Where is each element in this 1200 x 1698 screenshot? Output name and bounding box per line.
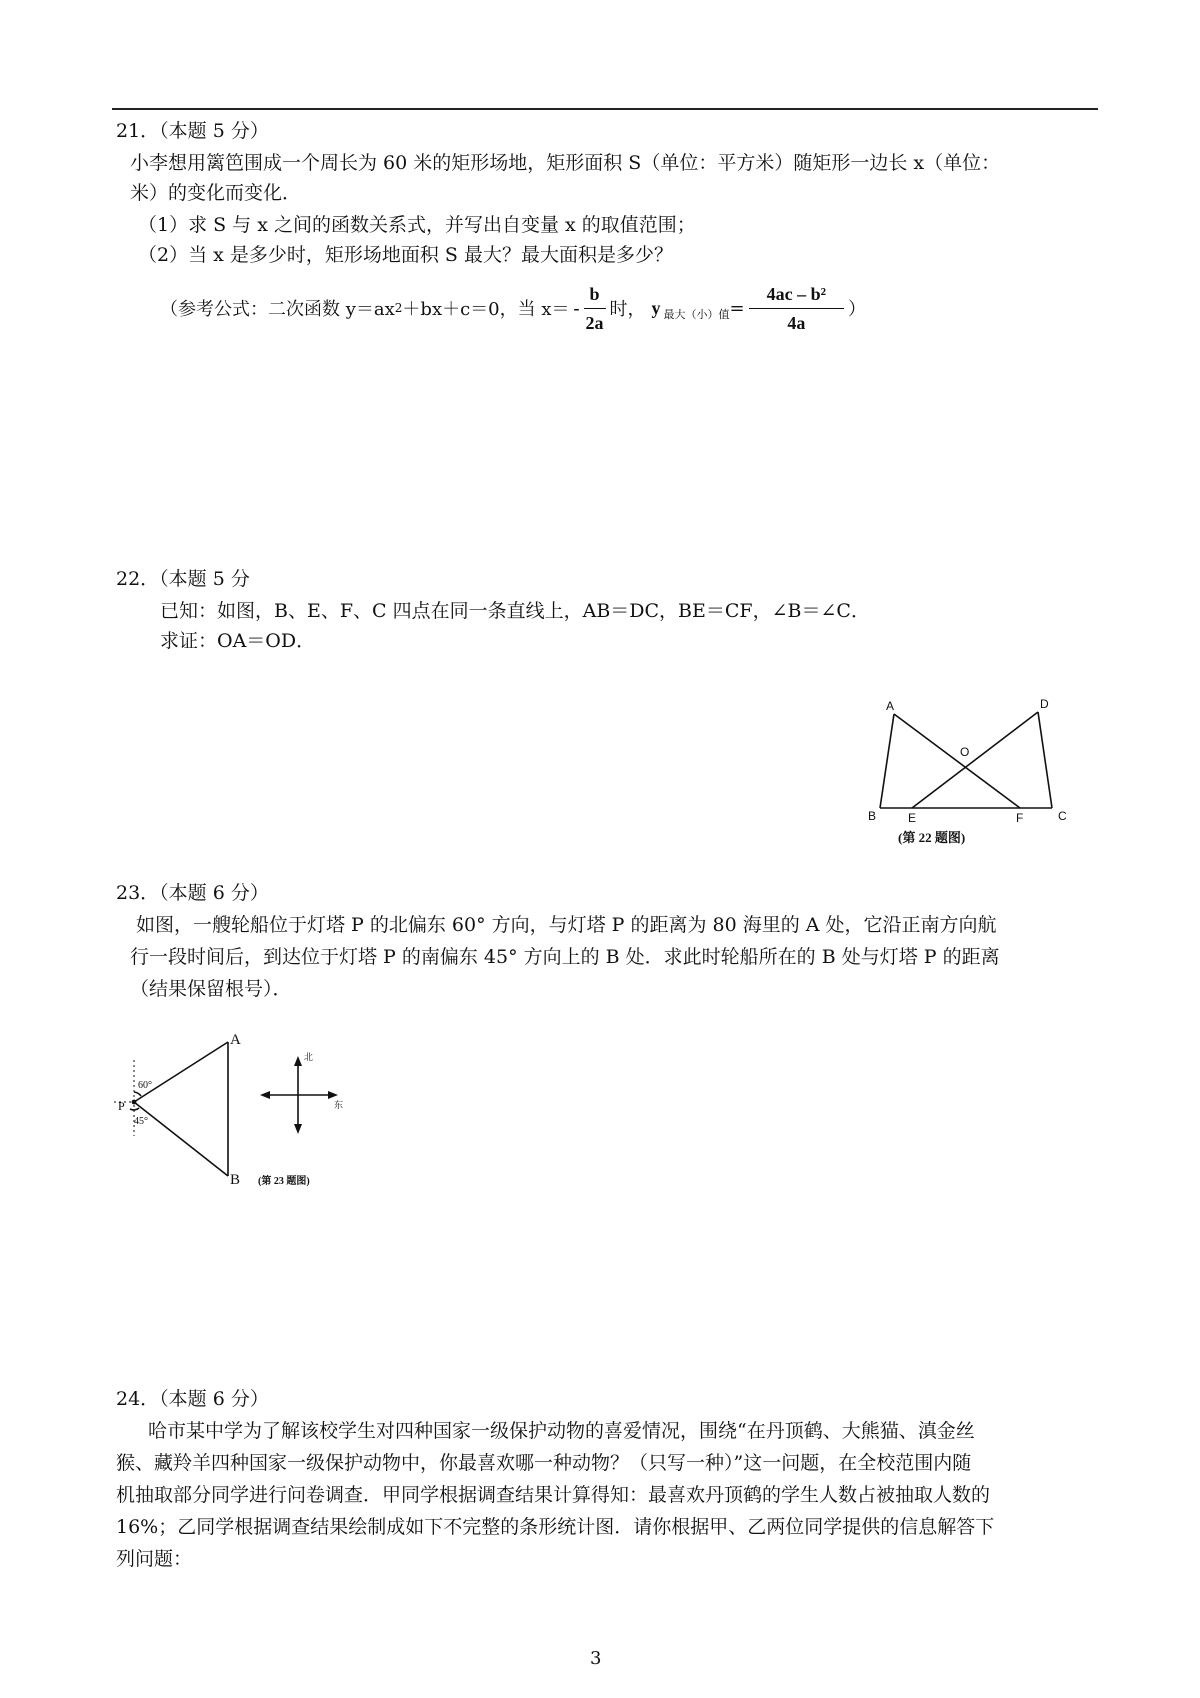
formula-minus: - xyxy=(573,297,580,318)
q24-line1: 哈市某中学为了解该校学生对四种国家一级保护动物的喜爱情况，围绕“在丹顶鹤、大熊猫、滇金丝 xyxy=(148,1420,975,1442)
q24-line2: 猴、藏羚羊四种国家一级保护动物中，你最喜欢哪一种动物？（只写一种）”这一问题，在全校范围内随 xyxy=(116,1452,972,1474)
arrow-west-icon xyxy=(260,1091,270,1099)
formula-y: y xyxy=(651,297,661,318)
header-rule xyxy=(112,108,1098,110)
fraction-vertex-x xyxy=(584,283,606,334)
label-a: A xyxy=(886,699,895,713)
arrow-south-icon xyxy=(294,1124,302,1134)
segment-af xyxy=(894,714,1020,808)
reference-formula xyxy=(160,278,866,338)
q23-line3: （结果保留根号）． xyxy=(130,978,292,1000)
q24-header: 24．（本题 6 分） xyxy=(116,1388,269,1410)
q23-line2: 行一段时间后，到达位于灯塔 P 的南偏东 45° 方向上的 B 处．求此时轮船所在的 B 处与灯塔 P 的距离 xyxy=(130,946,1000,968)
label-north: 北 xyxy=(304,1052,314,1062)
q21-line1: 小李想用篱笆围成一个周长为 60 米的矩形场地，矩形面积 S（单位：平方米）随矩形一边长 x（单位： xyxy=(130,152,1001,174)
q22-prove: 求证：OA＝OD． xyxy=(160,630,316,652)
label-e: E xyxy=(908,811,917,825)
formula-prefix: （参考公式：二次函数 y＝ax xyxy=(160,299,395,320)
angle-arc-60 xyxy=(134,1092,141,1096)
q21-part2: （2）当 x 是多少时，矩形场地面积 S 最大？最大面积是多少？ xyxy=(138,244,673,266)
frac1-denominator: 2a xyxy=(585,312,604,333)
label-angle-60: 60° xyxy=(138,1080,152,1091)
formula-suffix: ） xyxy=(848,299,867,320)
segment-pb xyxy=(134,1102,228,1176)
q22-figure xyxy=(860,690,1080,850)
label-east: 东 xyxy=(334,1100,344,1110)
label-p: P xyxy=(118,1099,125,1113)
q24-line4: 16%；乙同学根据调查结果绘制成如下不完整的条形统计图．请你根据甲、乙两位同学提供的信息解答下 xyxy=(116,1516,995,1538)
q24-line3: 机抽取部分同学进行问卷调查．甲同学根据调查结果计算得知：最喜欢丹顶鹤的学生人数占被抽取人数的 xyxy=(116,1484,991,1506)
formula-eq: = xyxy=(729,297,745,319)
angle-arc-45 xyxy=(130,1108,139,1110)
q23-header: 23．（本题 6 分） xyxy=(116,882,269,904)
label-b: B xyxy=(868,809,877,823)
label-c: C xyxy=(1058,809,1067,823)
label-a: A xyxy=(230,1032,241,1048)
point-p xyxy=(132,1100,137,1105)
label-angle-45: 45° xyxy=(134,1116,148,1127)
q23-line1: 如图，一艘轮船位于灯塔 P 的北偏东 60° 方向，与灯塔 P 的距离为 80 海里的 A 处，它沿正南方向航 xyxy=(136,914,997,936)
segment-pa xyxy=(134,1042,228,1102)
q21-header: 21．（本题 5 分） xyxy=(116,120,269,142)
q21-line2: 米）的变化而变化． xyxy=(130,182,302,204)
arrow-east-icon xyxy=(328,1091,338,1099)
frac1-numerator: b xyxy=(584,283,606,309)
formula-mid: ＋bx＋c＝0，当 x＝ xyxy=(402,299,570,320)
q22-given: 已知：如图，B、E、F、C 四点在同一条直线上，AB＝DC，BE＝CF，∠B＝∠C． xyxy=(160,600,870,622)
formula-sup: 2 xyxy=(394,301,403,315)
q23-figure xyxy=(110,1030,370,1190)
frac2-numerator: 4ac – b² xyxy=(749,283,844,309)
q22-header: 22．（本题 5 分 xyxy=(116,568,250,590)
formula-ysub: 最大（小）值 xyxy=(663,308,730,321)
fraction-extreme-value xyxy=(749,283,844,334)
q22-caption: (第 22 题图) xyxy=(898,830,966,845)
q21-part1: （1）求 S 与 x 之间的函数关系式，并写出自变量 x 的取值范围； xyxy=(138,214,696,236)
label-d: D xyxy=(1040,697,1049,711)
q23-caption: (第 23 题图) xyxy=(258,1176,310,1187)
label-f: F xyxy=(1016,811,1024,825)
segment-cd xyxy=(1038,712,1052,808)
frac2-denominator: 4a xyxy=(787,312,806,333)
arrow-north-icon xyxy=(294,1056,302,1066)
formula-after1: 时， xyxy=(609,299,646,320)
label-b: B xyxy=(230,1172,241,1188)
page-number: 3 xyxy=(590,1648,602,1669)
segment-ab xyxy=(880,714,894,808)
q24-line5: 列问题： xyxy=(116,1548,193,1570)
segment-de xyxy=(912,712,1038,808)
label-o: O xyxy=(960,745,970,759)
